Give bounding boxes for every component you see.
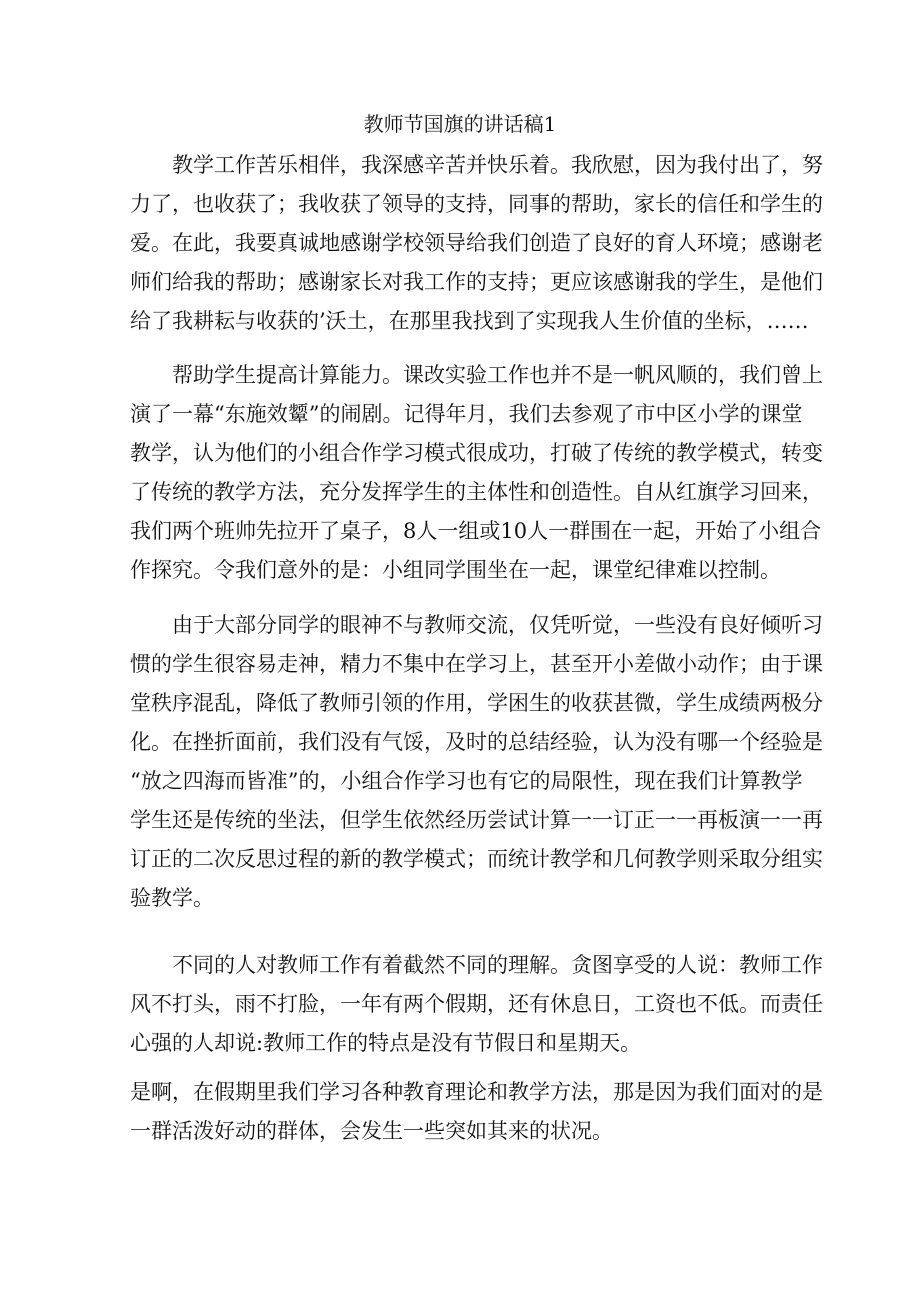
paragraph-line: 教学，认为他们的小组合作学习模式很成功，打破了传统的教学模式，转变 [130,441,823,465]
paragraph-line: 给了我耕耘与收获的’沃土，在那里我找到了实现我人生价值的坐标，…… [130,309,809,333]
paragraph-line: 我们两个班帅先拉开了桌子，8人一组或10人一群围在一起，开始了小组合 [130,519,822,543]
paragraph-1 [130,146,823,341]
paragraph-line: 堂秩序混乱，降低了教师引领的作用，学困生的收获甚微，学生成绩两极分 [130,691,823,715]
paragraph-2 [130,356,823,590]
paragraph-line: 一群活泼好动的群体，会发生一些突如其来的状况。 [130,1119,613,1143]
paragraph-5 [130,1073,823,1151]
paragraph-line: 作探究。令我们意外的是：小组同学围坐在一起，课堂纪律难以控制。 [130,558,781,582]
paragraph-line: 由于大部分同学的眼神不与教师交流，仅凭听觉，一些没有良好倾听习 [172,613,823,637]
paragraph-line: 验教学。 [130,886,214,910]
paragraph-line: 爱。在此，我要真诚地感谢学校领导给我们创造了良好的育人环境；感谢老 [130,231,823,255]
paragraph-line: 惯的学生很容易走神，精力不集中在学习上，甚至开小差做小动作；由于课 [130,652,823,676]
paragraph-line: 订正的二次反思过程的新的教学模式；而统计教学和几何教学则采取分组实 [130,847,823,871]
paragraph-line: 教学工作苦乐相伴，我深感辛苦并快乐着。我欣慰，因为我付出了，努 [172,153,823,177]
paragraph-line: 师们给我的帮助；感谢家长对我工作的支持；更应该感谢我的学生，是他们 [130,270,823,294]
paragraph-line: 学生还是传统的坐法，但学生依然经历尝试计算一一订正一一再板演一一再 [130,808,823,832]
paragraph-line: 演了一幕“东施效颦”的闹剧。记得年月，我们去参观了市中区小学的课堂 [130,402,803,426]
paragraph-line: 力了，也收获了；我收获了领导的支持，同事的帮助，家长的信任和学生的 [130,192,823,216]
document-title: 教师节国旗的讲话稿1 [363,112,557,136]
paragraph-line: 不同的人对教师工作有着截然不同的理解。贪图享受的人说：教师工作 [172,953,823,977]
paragraph-line: “放之四海而皆准”的，小组合作学习也有它的局限性，现在我们计算教学 [130,769,803,793]
paragraph-line: 是啊，在假期里我们学习各种教育理论和教学方法，那是因为我们面对的是 [130,1080,823,1104]
paragraph-line: 心强的人却说:教师工作的特点是没有节假日和星期天。 [130,1031,642,1055]
paragraph-4 [130,946,823,1063]
paragraph-line: 了传统的教学方法，充分发挥学生的主体性和创造性。自从红旗学习回来， [130,480,823,504]
paragraph-3 [130,606,823,918]
paragraph-line: 帮助学生提高计算能力。课改实验工作也并不是一帆风顺的，我们曾上 [172,363,823,387]
paragraph-line: 化。在挫折面前，我们没有气馁，及时的总结经验，认为没有哪一个经验是 [130,730,823,754]
paragraph-line: 风不打头，雨不打脸，一年有两个假期，还有休息日，工资也不低。而责任 [130,992,823,1016]
